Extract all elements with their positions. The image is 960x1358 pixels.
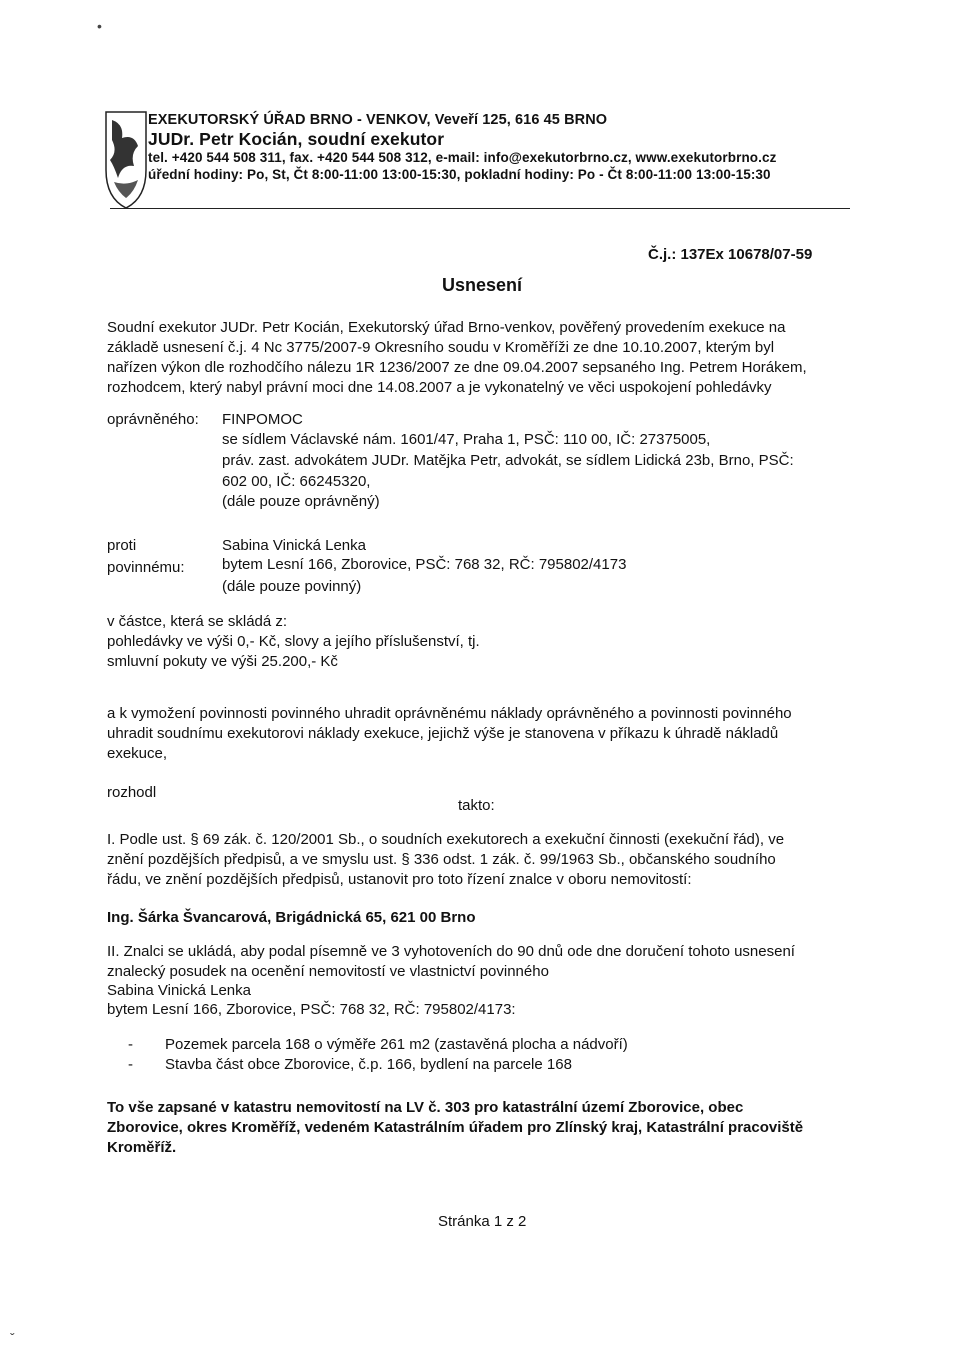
header-divider <box>110 208 850 209</box>
coat-of-arms-icon <box>104 110 148 210</box>
creditor-note: (dále pouze oprávněný) <box>222 493 380 510</box>
costs-line: exekuce, <box>107 745 168 762</box>
amount-penalty: smluvní pokuty ve výši 25.200,- Kč <box>107 653 338 670</box>
scan-mark: ˇ <box>10 1330 15 1346</box>
executor-name: JUDr. Petr Kocián, soudní exekutor <box>148 129 445 149</box>
point-one-line: I. Podle ust. § 69 zák. č. 120/2001 Sb., o soudních exekutorech a exekuční činnosti (exekuční řád), ve <box>107 831 785 848</box>
creditor-label: oprávněného: <box>107 411 199 428</box>
contact-line: tel. +420 544 508 311, fax. +420 544 508 312, e-mail: info@exekutorbrno.cz, www.exekutorbrno.cz <box>148 150 777 165</box>
bullet-dash: - <box>128 1056 133 1073</box>
point-two-address: bytem Lesní 166, Zborovice, PSČ: 768 32, RČ: 795802/4173: <box>107 1001 516 1018</box>
point-two-line: II. Znalci se ukládá, aby podal písemně ve 3 vyhotoveních do 90 dnů ode dne doručení tohoto usnesení <box>107 943 795 960</box>
point-one-line: znění pozdějších předpisů, a ve smyslu ust. § 336 odst. 1 zák. č. 99/1963 Sb., občanského soudního <box>107 851 776 868</box>
cadastre-line: To vše zapsané v katastru nemovitostí na LV č. 303 pro katastrální území Zborovice, obec <box>107 1099 744 1116</box>
case-number: Č.j.: 137Ex 10678/07-59 <box>648 246 813 263</box>
intro-line: Soudní exekutor JUDr. Petr Kocián, Exekutorský úřad Brno-venkov, pověřený provedením exekuce na <box>107 319 786 336</box>
document-title: Usnesení <box>442 275 523 295</box>
costs-line: a k vymožení povinnosti povinného uhradit oprávněnému náklady oprávněného a povinnosti povinného <box>107 705 792 722</box>
creditor-name: FINPOMOC <box>222 411 303 428</box>
debtor-label: povinnému: <box>107 559 185 576</box>
costs-line: uhradit soudnímu exekutorovi náklady exekuce, jejichž výše je stanovena v příkazu k úhradě nákladů <box>107 725 779 742</box>
thus-word: takto: <box>458 797 495 814</box>
creditor-attorney-id: 602 00, IČ: 66245320, <box>222 473 371 490</box>
debtor-note: (dále pouze povinný) <box>222 578 362 595</box>
bullet-dash: - <box>128 1036 133 1053</box>
point-one-line: řádu, ve znění pozdějších předpisů, ustanovit pro toto řízení znalce v oboru nemovitostí: <box>107 871 692 888</box>
office-hours: úřední hodiny: Po, St, Čt 8:00-11:00 13:00-15:30, pokladní hodiny: Po - Čt 8:00-11:00 13:00-15:30 <box>148 167 771 182</box>
office-address: EXEKUTORSKÝ ÚŘAD BRNO - VENKOV, Veveří 125, 616 45 BRNO <box>148 112 608 128</box>
cadastre-line: Kroměříž. <box>107 1139 177 1156</box>
property-item: Stavba část obce Zborovice, č.p. 166, bydlení na parcele 168 <box>165 1056 572 1073</box>
amount-claim: pohledávky ve výši 0,- Kč, slovy a jejího příslušenství, tj. <box>107 633 480 650</box>
page-number: Stránka 1 z 2 <box>438 1213 527 1230</box>
debtor-name: Sabina Vinická Lenka <box>222 537 366 554</box>
debtor-label-against: proti <box>107 537 137 554</box>
creditor-attorney: práv. zast. advokátem JUDr. Matějka Petr, advokát, se sídlem Lidická 23b, Brno, PSČ: <box>222 452 794 469</box>
creditor-seat: se sídlem Václavské nám. 1601/47, Praha 1, PSČ: 110 00, IČ: 27375005, <box>222 431 711 448</box>
decided-word: rozhodl <box>107 784 157 801</box>
expert-name: Ing. Šárka Švancarová, Brigádnická 65, 621 00 Brno <box>107 909 476 926</box>
intro-line: nařízen výkon dle rozhodčího nálezu 1R 1236/2007 ze dne 09.04.2007 sepsaného Ing. Petrem Horákem, <box>107 359 807 376</box>
intro-line: základě usnesení č.j. 4 Nc 3775/2007-9 Okresního soudu v Kroměříži ze dne 10.10.2007, kterým byl <box>107 339 775 356</box>
point-two-owner: Sabina Vinická Lenka <box>107 982 251 999</box>
property-item: Pozemek parcela 168 o výměře 261 m2 (zastavěná plocha a nádvoří) <box>165 1036 628 1053</box>
intro-line: rozhodcem, který nabyl právní moci dne 14.08.2007 a je vykonatelný ve věci uspokojení pohledávky <box>107 379 772 396</box>
cadastre-line: Zborovice, okres Kroměříž, vedeném Katastrálním úřadem pro Zlínský kraj, Katastrální pracoviště <box>107 1119 804 1136</box>
point-two-line: znalecký posudek na ocenění nemovitostí ve vlastnictví povinného <box>107 963 549 980</box>
debtor-address: bytem Lesní 166, Zborovice, PSČ: 768 32, RČ: 795802/4173 <box>222 556 627 573</box>
scan-dot: • <box>97 18 102 34</box>
amount-intro: v částce, která se skládá z: <box>107 613 288 630</box>
